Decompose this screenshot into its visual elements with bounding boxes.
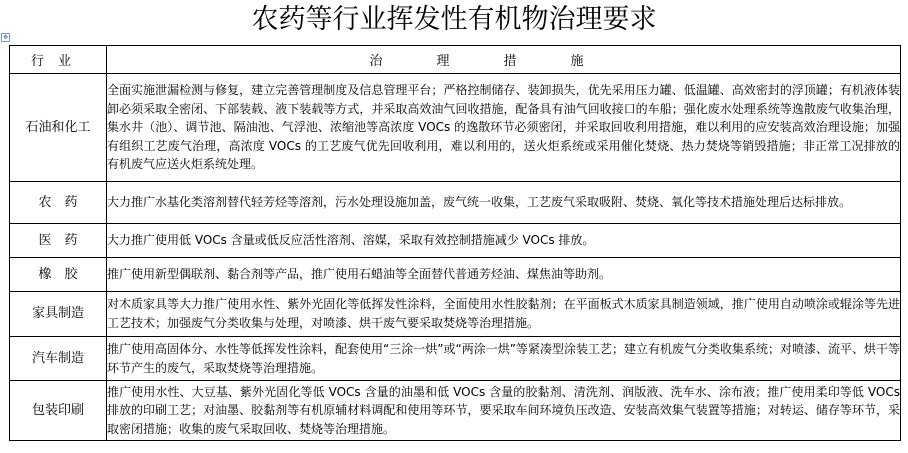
industry-cell [10,258,107,292]
header-measures: 治理措施 [107,46,901,74]
measures-cell: 推广使用新型偶联剂、黏合剂等产品，推广使用石蜡油等全面替代普通芳烃油、煤焦油等助剂。 [107,258,901,292]
industry-label: 包装印刷 [31,402,84,418]
page-title: 农药等行业挥发性有机物治理要求 [251,4,657,35]
table-move-handle-icon[interactable]: ✥ [2,34,9,41]
measures-cell: 推广使用水性、大豆基、紫外光固化等低 VOCs 含量的油墨和低 VOCs 含量的胶黏剂、清洗剂、润版液、洗车水、涂布液；推广使用柔印等低 VOCs 排放的印刷工艺；对油墨、胶黏剂等有机原辅材料调配和使用等环节，要采取车间环境负压改造、安装高效集气装置等措施；对转运、储存等环节，采取密闭措施；收集的废气采取回收、焚烧等治理措施。 [107,381,901,441]
table-header-row [10,46,901,74]
measures-cell: 大力推广使用低 VOCs 含量或低反应活性溶剂、溶媒，采取有效控制措施减少 VOCs 排放。 [107,224,901,258]
table-row [10,74,901,182]
measures-cell: 推广使用高固体分、水性等低挥发性涂料，配套使用“三涂一烘”或“两涂一烘”等紧凑型涂装工艺；建立有机废气分类收集系统；对喷漆、流平、烘干等环节产生的废气，采取焚烧等治理措施。 [107,337,901,381]
industry-label: 石油和化工 [25,119,91,135]
industry-label: 橡胶 [38,266,91,282]
table-row [10,224,901,258]
measures-cell: 大力推广水基化类溶剂替代轻芳烃等溶剂，污水处理设施加盖，废气统一收集，工艺废气采取吸附、焚烧、氧化等技术措施处理后达标排放。 [107,182,901,224]
header-industry: 行业 [10,46,107,74]
industry-cell [10,74,107,182]
industry-cell [10,182,107,224]
table-row [10,182,901,224]
industry-cell [10,381,107,441]
industry-label: 家具制造 [31,306,84,321]
table-row [10,381,901,441]
industry-label: 医药 [38,232,91,248]
table-row [10,258,901,292]
table-row [10,337,901,381]
industry-label: 汽车制造 [31,350,84,366]
requirements-table [9,45,901,441]
industry-cell [10,337,107,381]
industry-cell [10,292,107,337]
measures-cell: 对木质家具等大力推广使用水性、紫外光固化等低挥发性涂料，全面使用水性胶黏剂；在平面板式木质家具制造领域，推广使用自动喷涂或辊涂等先进工艺技术；加强废气分类收集与处理，对喷漆、烘干废气要采取焚烧等治理措施。 [107,292,901,337]
industry-cell [10,224,107,258]
table-row [10,292,901,337]
measures-cell: 全面实施泄漏检测与修复，建立完善管理制度及信息管理平台；严格控制储存、装卸损失，优先采用压力罐、低温罐、高效密封的浮顶罐；有机液体装卸必须采取全密闭、下部装载、液下装载等方式，并采取高效油气回收措施，配备具有油气回收接口的车船；强化废水处理系统等逸散废气收集治理，集水井（池）、调节池、隔油池、气浮池、浓缩池等高浓度 VOCs 的逸散环节必须密闭，并采取回收利用措施，难以利用的应安装高效治理设施；加强有组织工艺废气治理，高浓度 VOCs 的工艺废气优先回收利用，难以利用的，送火炬系统或采用催化焚烧、热力焚烧等销毁措施；非正常工况排放的有机废气应送火炬系统处理。 [107,74,901,182]
industry-label: 农药 [38,194,91,210]
